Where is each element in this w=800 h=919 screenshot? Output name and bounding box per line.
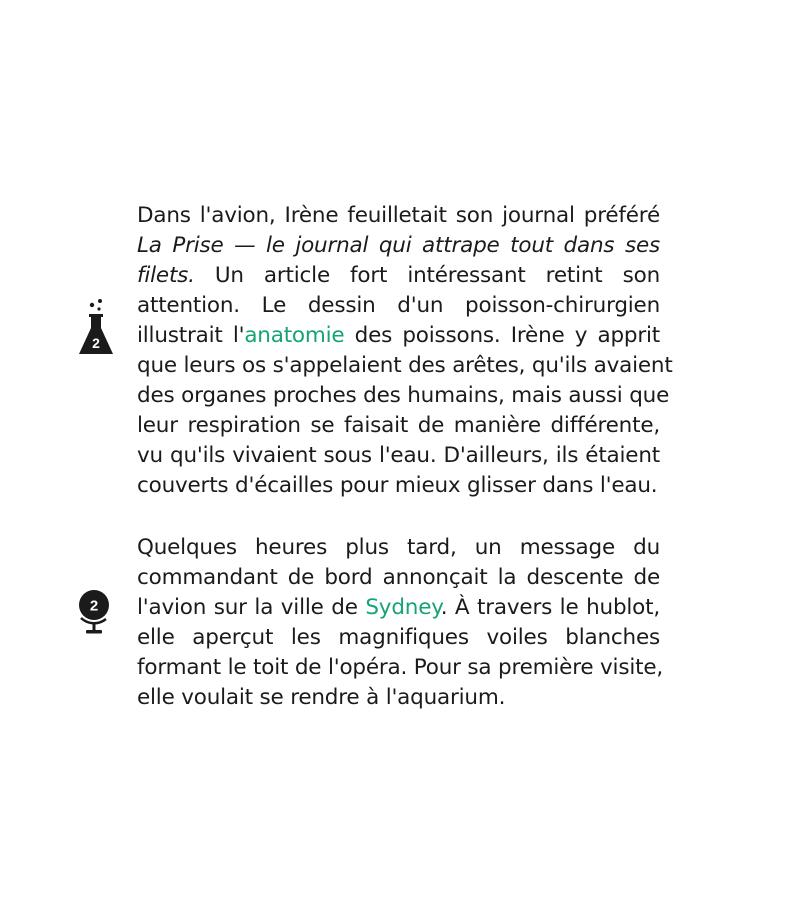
p1-line-8: leur respiration se faisait de manière différente,	[137, 413, 660, 438]
keyword-anatomie: anatomie	[244, 323, 345, 348]
globe-number: 2	[89, 597, 99, 615]
keyword-sydney: Sydney	[365, 595, 441, 620]
p2-line-3-b: . À travers le hublot,	[440, 595, 660, 620]
p1-line-9: vu qu'ils vivaient sous l'eau. D'ailleurs, ils étaient	[137, 443, 660, 468]
p1-line-3	[137, 261, 660, 291]
p1-line-3-italic: filets.	[137, 263, 195, 288]
flask-number: 2	[92, 335, 100, 351]
p2-line-6: elle voulait se rendre à l'aquarium.	[137, 685, 506, 710]
p2-line-5: formant le toit de l'opéra. Pour sa première visite,	[137, 655, 663, 680]
p1-line-6: que leurs os s'appelaient des arêtes, qu'ils avaient	[137, 353, 673, 378]
p1-line-4: attention. Le dessin d'un poisson-chirurgien	[137, 293, 660, 318]
p1-line-3-rest: Un article fort intéressant retint son	[194, 263, 660, 288]
p1-line-5-a: illustrait l'	[137, 323, 245, 348]
p1-line-5	[137, 321, 660, 351]
p2-line-3-a: l'avion sur la ville de	[137, 595, 366, 620]
paragraph-2	[137, 533, 663, 713]
p2-line-1: Quelques heures plus tard, un message du	[137, 535, 660, 560]
p1-line-5-b: des poissons. Irène y apprit	[344, 323, 661, 348]
science-flask-icon	[76, 298, 116, 358]
globe-icon	[74, 586, 116, 638]
p1-line-2: La Prise — le journal qui attrape tout dans ses	[137, 233, 660, 258]
p1-line-10: couverts d'écailles pour mieux glisser dans l'eau.	[137, 473, 658, 498]
p2-line-2: commandant de bord annonçait la descente de	[137, 565, 660, 590]
p2-line-4: elle aperçut les magnifiques voiles blanches	[137, 625, 660, 650]
paragraph-1	[137, 201, 673, 501]
p1-line-7: des organes proches des humains, mais aussi que	[137, 383, 670, 408]
p1-line-1: Dans l'avion, Irène feuilletait son journal préféré	[137, 203, 660, 228]
p2-line-3	[137, 593, 660, 623]
